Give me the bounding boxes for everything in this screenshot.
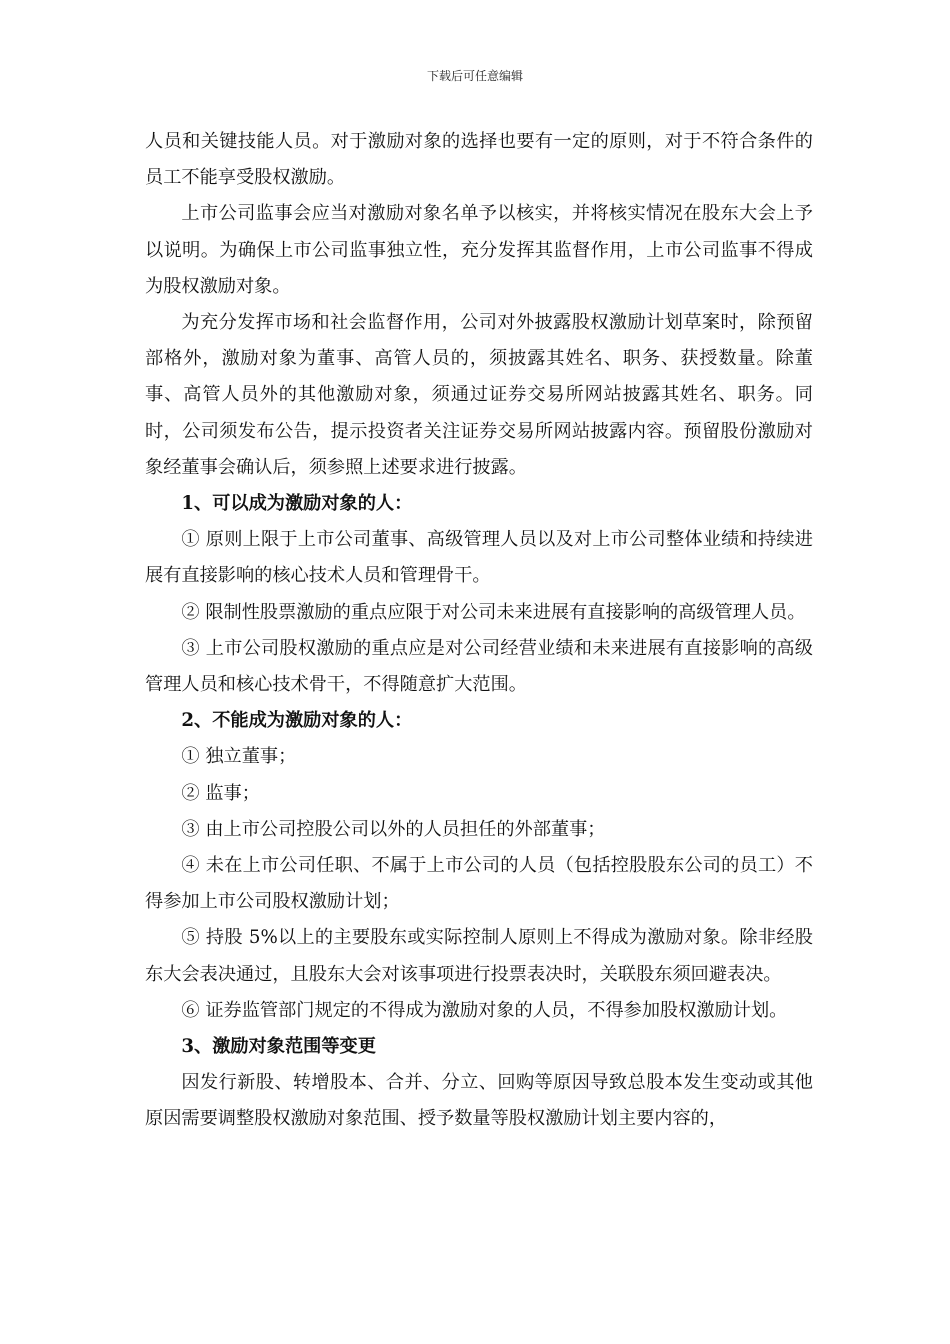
paragraph: ⑤ 持股 5%以上的主要股东或实际控制人原则上不得成为激励对象。除非经股东大会表决通过，且股东大会对该事项进行投票表决时，关联股东须回避表决。 xyxy=(145,927,813,985)
section-heading: 2、不能成为激励对象的人： xyxy=(181,710,413,732)
paragraph: ④ 未在上市公司任职、不属于上市公司的人员（包括控股股东公司的员工）不得参加上市公司股权激励计划； xyxy=(145,855,813,913)
paragraph: ③ 由上市公司控股公司以外的人员担任的外部董事； xyxy=(181,818,606,840)
paragraph: 人员和关键技能人员。对于激励对象的选择也要有一定的原则，对于不符合条件的员工不能享受股权激励。 xyxy=(145,131,813,189)
section-heading: 3、激励对象范围等变更 xyxy=(181,1036,376,1058)
paragraph: ③ 上市公司股权激励的重点应是对公司经营业绩和未来进展有直接影响的高级管理人员和核心技术骨干，不得随意扩大范围。 xyxy=(145,637,813,696)
document-body xyxy=(145,124,813,1138)
paragraph: ① 独立董事； xyxy=(181,746,297,768)
paragraph: 上市公司监事会应当对激励对象名单予以核实，并将核实情况在股东大会上予以说明。为确保上市公司监事独立性，充分发挥其监督作用，上市公司监事不得成为股权激励对象。 xyxy=(145,203,813,297)
paragraph: 为充分发挥市场和社会监督作用，公司对外披露股权激励计划草案时，除预留部格外，激励对象为董事、高管人员的，须披露其姓名、职务、获授数量。除董事、高管人员外的其他激励对象，须通过证券交易所网站披露其姓名、职务。同时，公司须发布公告，提示投资者关注证券交易所网站披露内容。预留股份激励对象经董事会确认后，须参照上述要求进行披露。 xyxy=(145,312,813,478)
paragraph: ① 原则上限于上市公司董事、高级管理人员以及对上市公司整体业绩和持续进展有直接影响的核心技术人员和管理骨干。 xyxy=(145,529,813,587)
paragraph: ② 监事； xyxy=(181,782,260,804)
page-header: 下载后可任意编辑 xyxy=(426,69,523,83)
paragraph: 因发行新股、转增股本、合并、分立、回购等原因导致总股本发生变动或其他原因需要调整股权激励对象范围、授予数量等股权激励计划主要内容的， xyxy=(145,1072,813,1130)
paragraph: ⑥ 证券监管部门规定的不得成为激励对象的人员，不得参加股权激励计划。 xyxy=(181,999,788,1021)
section-heading: 1、可以成为激励对象的人： xyxy=(181,493,413,515)
paragraph: ② 限制性股票激励的重点应限于对公司未来进展有直接影响的高级管理人员。 xyxy=(181,601,806,623)
